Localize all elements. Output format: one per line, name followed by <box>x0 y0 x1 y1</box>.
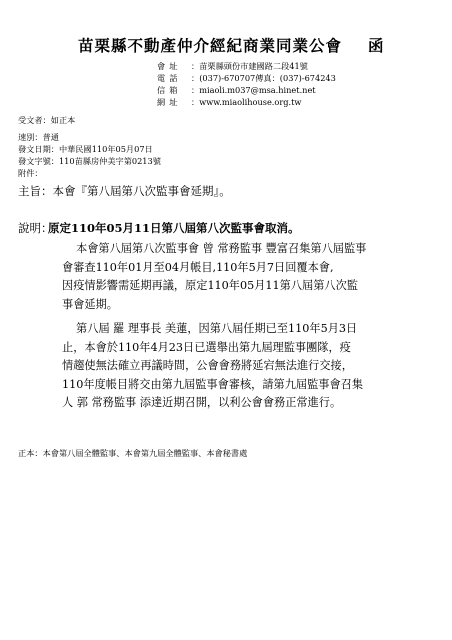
contact-address-value: 苗栗縣頭份市建國路二段41號 <box>199 61 308 71</box>
paragraph-1 <box>62 240 366 314</box>
subject: 主旨：本會『第八屆第八次監事會延期』。 <box>18 184 231 198</box>
explanation-headline: 原定110年05月11日第八屆第八次監事會取消。 <box>48 221 300 235</box>
paragraph-line: 本會第八屆第八次監事會 曾 常務監事 豐富召集第八屆監事 <box>76 242 367 255</box>
contact-address: 會址 ：苗栗縣頭份市建國路二段41號 <box>157 61 308 71</box>
contact-website-label: 網址 <box>157 97 182 107</box>
contact-website: 網址 ：www.miaolihouse.org.tw <box>157 97 302 107</box>
contact-phone-value: (037)-670707傳真：(037)-674243 <box>199 73 336 83</box>
contact-email-label: 信箱 <box>157 85 182 95</box>
recipient: 受文者：如正本 <box>18 115 76 125</box>
contact-phone-label: 電話 <box>157 73 182 83</box>
paragraph-line: 110年度帳目將交由第九屆監事會審核，請第九屆監事會召集 <box>62 377 364 391</box>
contact-email-value: miaoli.m037@msa.hinet.net <box>199 85 316 95</box>
paragraph-2 <box>62 320 363 413</box>
paragraph-line: 因疫情影響需延期再議，原定110年05月11第八屆第八次監 <box>62 279 358 292</box>
paragraph-line: 第八屆 羅 理事長 美蓮，因第八屆任期已至110年5月3日 <box>76 322 358 335</box>
paragraph-line: 情趨使無法確立再議時間，公會會務將延宕無法進行交接， <box>62 359 353 372</box>
contact-email: 信箱 ：miaoli.m037@msa.hinet.net <box>157 85 316 95</box>
paragraph-line: 會審查110年01月至04月帳目,110年5月7日回覆本會, <box>62 260 334 274</box>
speed: 速別：普通 <box>18 132 59 142</box>
attachment: 附件： <box>18 168 43 178</box>
contact-phone: 電話 ：(037)-670707傳真：(037)-674243 <box>157 73 336 83</box>
paragraph-line: 事會延期。 <box>62 297 118 311</box>
contact-website-value: www.miaolihouse.org.tw <box>199 97 302 107</box>
carbon-copy: 正本：本會第八屆全體監事、本會第九屆全體監事、本會秘書處 <box>18 448 248 458</box>
contact-address-label: 會址 <box>157 61 182 71</box>
paragraph-line: 人 郭 常務監事 添達近期召開，以利公會會務正常進行。 <box>62 396 342 409</box>
document-type: 函 <box>368 36 385 55</box>
paragraph-line: 止，本會於110年4月23日已選舉出第九屆理監事團隊，疫 <box>62 340 351 354</box>
association-name: 苗栗縣不動產仲介經紀商業同業公會 <box>78 36 343 55</box>
document-title <box>78 34 385 56</box>
document-number: 發文字號：110苗縣房仲美字第0213號 <box>18 156 161 166</box>
issue-date: 發文日期：中華民國110年05月07日 <box>18 144 153 154</box>
explanation-label: 說明： <box>18 221 53 235</box>
